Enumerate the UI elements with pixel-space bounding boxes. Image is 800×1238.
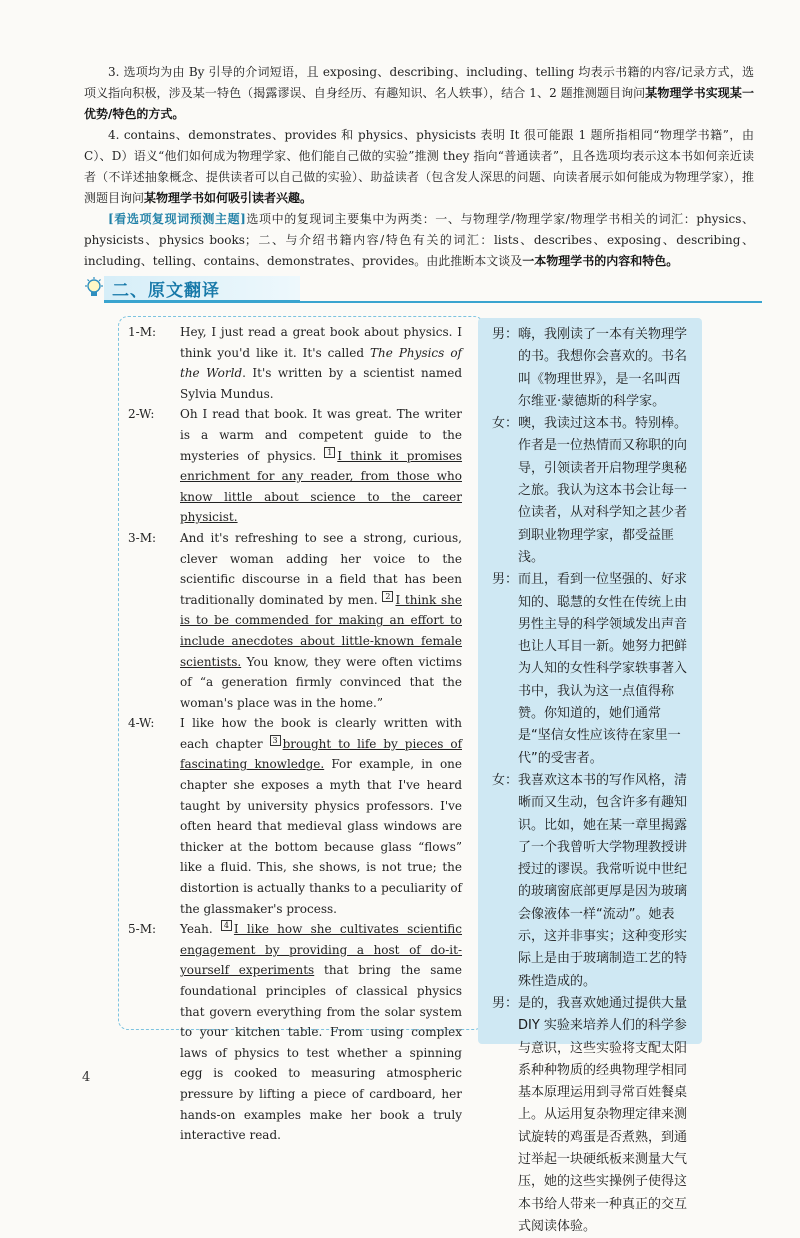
translation-turn: 女： 我喜欢这本书的写作风格，清晰而又生动，包含许多有趣知识。比如，她在某一章里揭露了一个我曾听大学物理教授讲授过的谬误。我常听说中世纪的玻璃窗底部更厚是因为玻璃会像液体一样“流动”。她表示，这并非事实；这种变形实际上是由于玻璃制造工艺的特殊性造成的。 [492, 770, 692, 993]
translation-turn: 女： 噢，我读过这本书。特别棒。作者是一位热情而又称职的向导，引领读者开启物理学奥秘之旅。我认为这本书会让每一位读者，从对科学知之甚少者到职业物理学家，都受益匪浅。 [492, 413, 692, 569]
speaker-label: 3-M: [128, 530, 157, 545]
question-number: 4 [221, 920, 232, 931]
dialogue-turn: 4-W: I like how the book is clearly written with each chapter 3 brought to life by pieces of fascinating knowledge. For example, in one chapter she exposes a myth that I've heard taught by university physics professors. I've often heard that medieval glass windows are thicker at the bottom because glass “flows” like a fluid. This, she shows, is not true; the distortion is actually thanks to a peculiarity of the glassmaker's process. [128, 713, 462, 919]
speaker-label: 男： [492, 995, 519, 1011]
translation-turn: 男： 而且，看到一位坚强的、好求知的、聪慧的女性在传统上由男性主导的科学领域发出声音也让人耳目一新。她努力把鲜为人知的女性科学家轶事著入书中，我认为这一点值得称赞。你知道的，她们通常是“坚信女性应该待在家里一代”的受害者。 [492, 569, 692, 770]
chinese-translation [478, 318, 702, 1234]
dialogue-turn: 1-M: Hey, I just read a great book about physics. I think you'd like it. It's called The Physics of the World. It's written by a scientist named Sylvia Mundus. [128, 322, 462, 404]
section-header [82, 274, 762, 302]
speaker-label: 女： [492, 416, 519, 432]
note-3: 3. 选项均为由 By 引导的介词短语，且 exposing、describing、including、telling 均表示书籍的内容/记录方式，选项义指向积极，涉及某一特色（揭露谬误、自身经历、有趣知识、名人轶事），结合 1、2 题推测题目询问某物理学书实现某一优势/特色的方式。 [84, 65, 754, 121]
translation-turn: 男： 嗨，我刚读了一本有关物理学的书。我想你会喜欢的。书名叫《物理世界》，是一名叫西尔维亚·蒙德斯的科学家。 [492, 324, 692, 413]
dialogue-turn: 2-W: Oh I read that book. It was great. The writer is a warm and competent guide to the mysteries of physics. 1 I think it promises enrichment for any reader, from those who know little about science to the career physicist. [128, 404, 462, 528]
dialogue-turn: 5-M: Yeah. 4 I like how she cultivates scientific engagement by providing a host of do-it-yourself experiments that bring the same foundational principles of classical physics that govern everything from the solar system to your kitchen table. From using complex laws of physics to test whether a spinning egg is cooked to measuring atmospheric pressure by lifting a piece of cardboard, her hands-on examples make her book a truly interactive read. [128, 921, 462, 1143]
english-transcript [128, 322, 462, 1146]
page-number: 4 [82, 1070, 91, 1085]
speaker-label: 女： [492, 772, 519, 788]
tip-tag: [看选项复现词预测主题] [108, 212, 246, 226]
speaker-label: 2-W: [128, 407, 155, 422]
speaker-label: 男： [492, 572, 519, 588]
key-sentence: brought to life by pieces of fascinating knowledge. [180, 736, 463, 772]
speaker-label: 4-W: [128, 716, 155, 731]
lightbulb-icon [82, 276, 106, 300]
key-sentence: I think she is to be commended for making an effort to include anecdotes about little-known female scientists. [180, 592, 462, 669]
note-theme: [看选项复现词预测主题]选项中的复现词主要集中为两类：一、与物理学/物理学家/物理学书相关的词汇：physics、physicists、physics books；二、与介绍书籍内容/特色有关的词汇：lists、describes、exposing、describing、including、telling、contains、demonstrates、provides。由此推断本文谈及一本物理学书的内容和特色。 [84, 212, 754, 268]
speaker-label: 5-M: [128, 922, 157, 937]
key-sentence: I think it promises enrichment for any reader, from those who know little about science to the career physicist. [180, 448, 463, 525]
question-number: 3 [270, 735, 281, 746]
speaker-label: 男： [492, 327, 519, 342]
section-title: 二、原文翻译 [112, 281, 220, 301]
section-divider [104, 301, 762, 303]
dialogue-turn: 3-M: And it's refreshing to see a strong, curious, clever woman adding her voice to the scientific discourse in a field that has been traditionally dominated by men. 2 I think she is to be commended for making an effort to include anecdotes about little-known female scientists. You know, they were often victims of “a generation firmly convinced that the woman's place was in the home.” [128, 528, 462, 713]
question-number: 1 [324, 447, 335, 458]
translation-turn: 男： 是的，我喜欢她通过提供大量 DIY 实验来培养人们的科学参与意识，这些实验将支配太阳系种种物质的经典物理学相同基本原理运用到寻常百姓餐桌上。从运用复杂物理定律来测试旋转的鸡蛋是否煮熟，到通过举起一块硬纸板来测量大气压，她的这些实操例子使得这本书给人带来一种真正的交互式阅读体验。 [492, 993, 692, 1238]
note-4: 4. contains、demonstrates、provides 和 physics、physicists 表明 It 很可能跟 1 题所指相同“物理学书籍”，由 C）、D）语义“他们如何成为物理学家、他们能自己做的实验”推测 they 指向“普通读者”，且各选项均表示这本书如何亲近读者（不详述抽象概念、提供读者可以自己做的实验）、助益读者（包含发人深思的问题、向读者展示如何能成为物理学家），推测题目询问某物理学书如何吸引读者兴趣。 [84, 128, 754, 205]
intro-notes [84, 62, 754, 272]
key-sentence: I like how she cultivates scientific engagement by providing a host of do-it-yourself experiments [180, 922, 462, 978]
question-number: 2 [382, 591, 393, 602]
speaker-label: 1-M: [128, 325, 157, 339]
